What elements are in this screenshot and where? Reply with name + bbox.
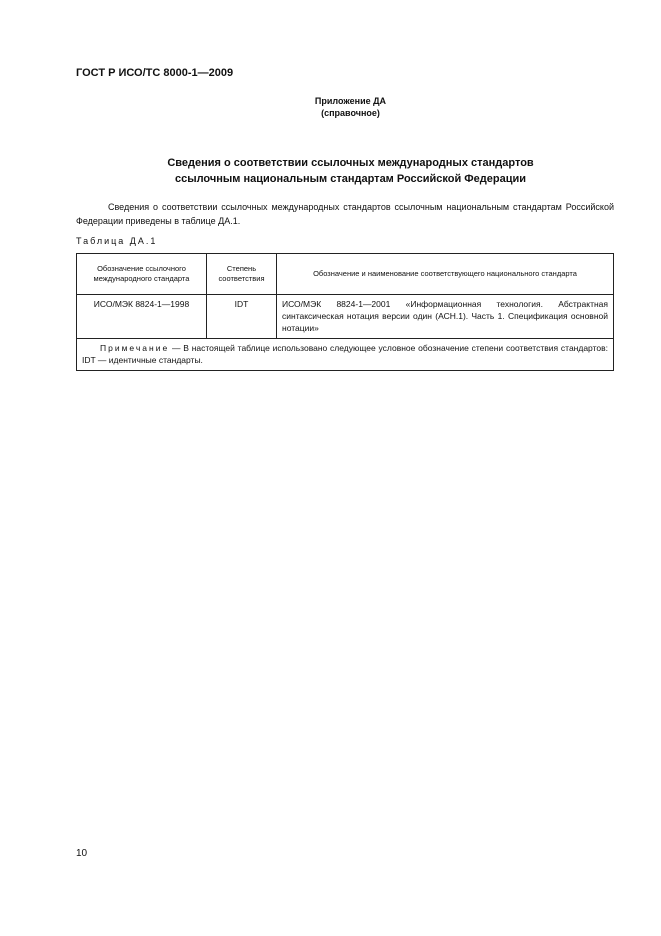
table-row [77,295,614,339]
cell-degree: IDT [207,295,277,339]
note-text: — В настоящей таблице использовано следующее условное обозначение степени соответствия стандартов: IDT — идентичные стандарты. [82,343,608,365]
section-title-line2: ссылочным национальным стандартам Российской Федерации [174,173,527,185]
note-label: Примечание [100,343,170,353]
section-title-line1: Сведения о соответствии ссылочных международных стандартов [167,157,534,169]
document-header: ГОСТ Р ИСО/ТС 8000-1—2009 [76,67,234,79]
table-note-row [77,339,614,371]
table-caption: Таблица ДА.1 [76,236,158,246]
cell-national-standard: ИСО/МЭК 8824-1—2001 «Информационная технология. Абстрактная синтаксическая нотация версии один (АСН.1). Часть 1. Спецификация основной нотации» [277,295,614,339]
cell-international-standard: ИСО/МЭК 8824-1—1998 [77,295,207,339]
table-header-row [77,254,614,295]
page-number: 10 [76,848,88,859]
correspondence-table [76,253,614,371]
header-international-standard: Обозначение ссылочного международного стандарта [77,254,207,295]
appendix-subtitle: (справочное) [321,108,380,118]
table-note [77,339,614,371]
appendix-title: Приложение ДА [314,96,387,106]
header-national-standard: Обозначение и наименование соответствующего национального стандарта [277,254,614,295]
header-degree-of-conformity: Степень соответствия [207,254,277,295]
intro-paragraph: Сведения о соответствии ссылочных международных стандартов ссылочным национальным стандартам Российской Федерации приведены в таблице ДА.1. [76,202,614,226]
